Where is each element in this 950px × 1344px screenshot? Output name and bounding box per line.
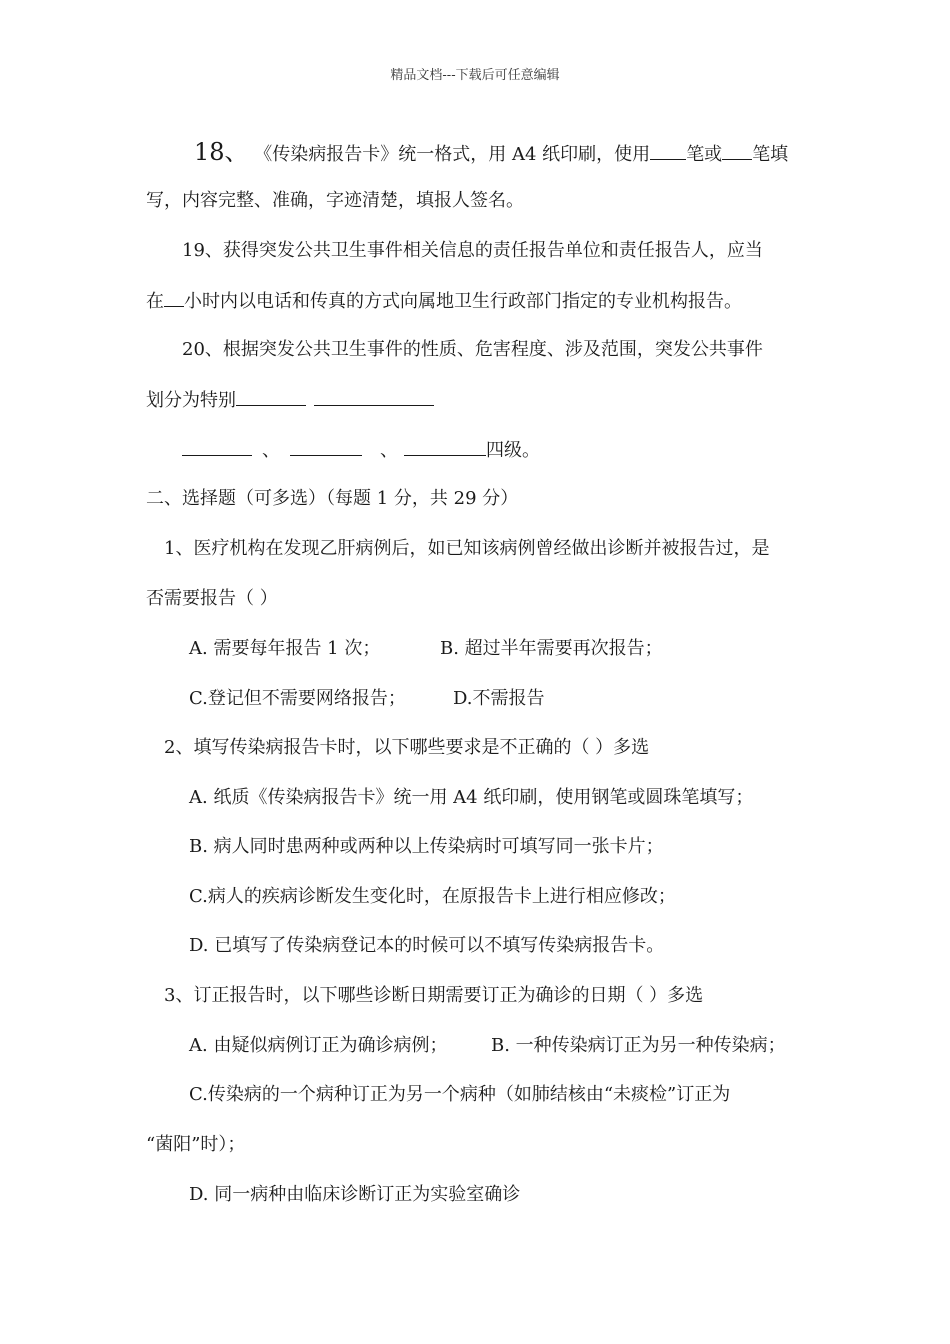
q20-text-end: 四级。	[486, 440, 540, 461]
q20-blank-2	[314, 387, 434, 406]
c2-option-c: C.病人的疾病诊断发生变化时，在原报告卡上进行相应修改；	[189, 886, 676, 907]
q20-blank-4	[290, 437, 362, 456]
c1-option-b: B. 超过半年需要再次报告；	[440, 638, 663, 659]
q20-line3	[182, 437, 540, 463]
c2-option-a: A. 纸质《传染病报告卡》统一用 A4 纸印刷，使用钢笔或圆珠笔填写；	[189, 787, 754, 808]
q18-text-c: 笔填	[752, 144, 789, 165]
c2-stem: 2、填写传染病报告卡时，以下哪些要求是不正确的（ ）多选	[164, 737, 650, 758]
c3-option-c-line2: “菌阳”时）；	[146, 1134, 246, 1155]
q18-line1	[194, 140, 788, 167]
c3-option-d: D. 同一病种由临床诊断订正为实验室确诊	[189, 1184, 521, 1205]
c2-option-b: B. 病人同时患两种或两种以上传染病时可填写同一张卡片；	[189, 836, 664, 857]
c1-stem-line1: 1、医疗机构在发现乙肝病例后，如已知该病例曾经做出诊断并被报告过，是	[164, 538, 770, 559]
q19-blank	[164, 288, 184, 307]
page-header: 精品文档---下载后可任意编辑	[390, 68, 560, 83]
c2-option-d: D. 已填写了传染病登记本的时候可以不填写传染病报告卡。	[189, 935, 665, 956]
q18-number: 18、	[194, 138, 249, 166]
q20-blank-1	[236, 387, 306, 406]
q20-sep-1: 、	[262, 440, 280, 461]
q19-text-b: 小时内以电话和传真的方式向属地卫生行政部门指定的专业机构报告。	[184, 291, 742, 312]
q20-blank-3	[182, 437, 252, 456]
q20-sep-2: 、	[380, 440, 398, 461]
q18-text-b: 笔或	[686, 144, 723, 165]
q18-text-a: 《传染病报告卡》统一格式，用 A4 纸印刷，使用	[254, 144, 651, 165]
c1-option-d: D.不需报告	[453, 688, 545, 709]
c3-option-b: B. 一种传染病订正为另一种传染病；	[491, 1035, 786, 1056]
c3-option-c-line1: C.传染病的一个病种订正为另一个病种（如肺结核由“未痰检”订正为	[189, 1084, 731, 1105]
q19-line2	[146, 288, 742, 314]
c1-option-a: A. 需要每年报告 1 次；	[189, 638, 381, 659]
c3-option-a: A. 由疑似病例订正为确诊病例；	[189, 1035, 448, 1056]
q20-blank-5	[404, 437, 486, 456]
q20-line1: 20、根据突发公共卫生事件的性质、危害程度、涉及范围，突发公共事件	[182, 339, 763, 360]
c1-stem-line2: 否需要报告（ ）	[146, 588, 278, 609]
q18-blank-1	[650, 141, 686, 160]
q20-line2	[146, 387, 434, 413]
section-title: 二、选择题（可多选）（每题 1 分，共 29 分）	[146, 488, 519, 509]
c3-stem: 3、订正报告时，以下哪些诊断日期需要订正为确诊的日期（ ）多选	[164, 985, 704, 1006]
q18-blank-2	[722, 141, 752, 160]
q18-line2: 写，内容完整、准确，字迹清楚，填报人签名。	[146, 190, 524, 211]
q19-text-a: 在	[146, 291, 164, 312]
q19-line1: 19、获得突发公共卫生事件相关信息的责任报告单位和责任报告人，应当	[182, 240, 763, 261]
c1-option-c: C.登记但不需要网络报告；	[189, 688, 406, 709]
q20-text-a: 划分为特别	[146, 390, 236, 411]
